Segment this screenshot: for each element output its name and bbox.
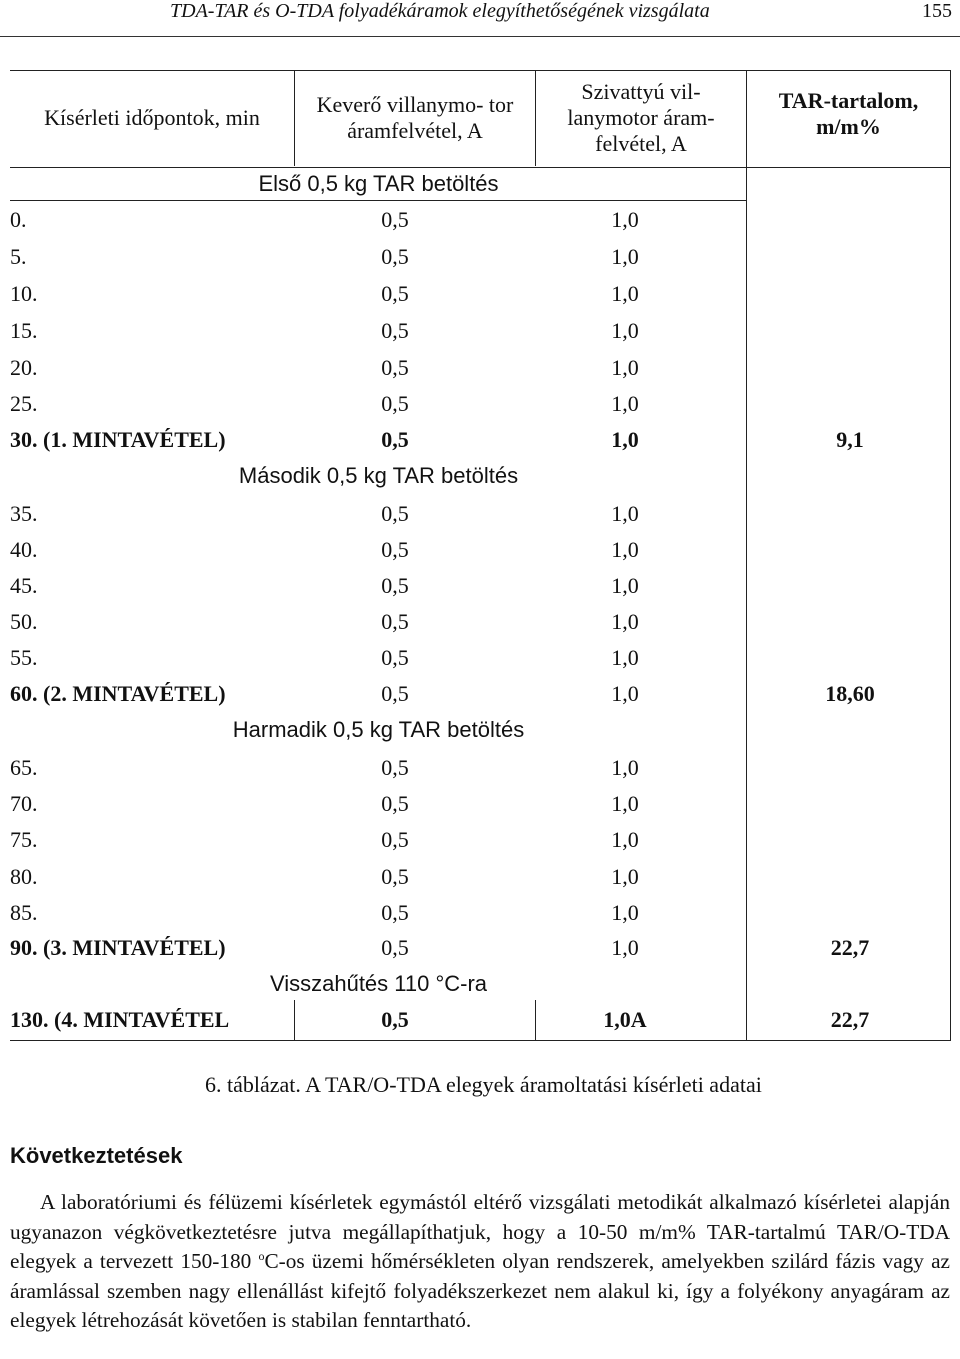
section-label: Első 0,5 kg TAR betöltés [258,171,499,196]
table-row: 0. 0,5 1,0 [10,207,639,232]
section-label: Harmadik 0,5 kg TAR betöltés [232,717,525,742]
table-row: 70. 0,5 1,0 [10,791,639,816]
table-row-sampling: 60. (2. MINTAVÉTEL) 0,5 1,0 18,60 [10,681,875,706]
body-paragraph: A laboratóriumi és félüzemi kísérletek egymástól eltérő vizsgálati metodikát alkalmazó kísérletei alapján ugyanazon végkövetkeztetésre jutva megállapíthatjuk, hogy a 10-50 m/m% TAR-tartalmú TAR/O-TDA elegyek a tervezett 150-180 $^o$C-os üzemi hőmérsékleten olyan rendszerek, amelyekben szilárd fázis vagy az áramlással szemben nagy ellenállást kifejtő folyadékszerkezet nem alakul ki, így a folyékony anyagáram az elegyek létrehozását követően is stabilan fenntartható. [10,1190,950,1332]
table-row: 75. 0,5 1,0 [10,827,639,852]
running-title: TDA-TAR és O-TDA folyadékáramok elegyíthetőségének vizsgálata [170,0,710,22]
table-row: 5. 0,5 1,0 [10,244,639,269]
table-row: 15. 0,5 1,0 [10,318,639,343]
data-table [10,70,950,1040]
column-header-time: Kísérleti időpontok, min [44,105,260,130]
table-row: 65. 0,5 1,0 [10,755,639,780]
table-row: 50. 0,5 1,0 [10,609,639,634]
table-row: 20. 0,5 1,0 [10,355,639,380]
column-header-mixer: Keverő villanymo- tor áramfelvétel, A [316,92,514,143]
table-row: 55. 0,5 1,0 [10,645,639,670]
section-heading: Következtetések [10,1143,183,1168]
table-row-sampling: 30. (1. MINTAVÉTEL) 0,5 1,0 9,1 [10,427,864,452]
section-label: Visszahűtés 110 °C-ra [269,971,488,996]
table-caption: 6. táblázat. A TAR/O-TDA elegyek áramoltatási kísérleti adatai [205,1072,762,1097]
divider [746,1040,951,1041]
table-row-sampling: 130. (4. MINTAVÉTEL 0,5 1,0A 22,7 [10,1007,870,1032]
divider [950,70,951,1040]
table-row: 80. 0,5 1,0 [10,864,639,889]
page-number: 155 [922,0,952,22]
section-label: Második 0,5 kg TAR betöltés [238,463,519,488]
page-header [0,0,960,37]
table-row: 25. 0,5 1,0 [10,391,639,416]
column-header-pump: Szivattyú vil- lanymotor áram- felvétel, A [567,79,715,156]
table-row: 35. 0,5 1,0 [10,501,639,526]
table-row: 45. 0,5 1,0 [10,573,639,598]
table-row-sampling: 90. (3. MINTAVÉTEL) 0,5 1,0 22,7 [10,935,870,960]
divider [10,1040,747,1041]
column-header-tar: TAR-tartalom, m/m% [778,88,919,139]
table-row: 85. 0,5 1,0 [10,900,639,925]
table-row: 40. 0,5 1,0 [10,537,639,562]
table-row: 10. 0,5 1,0 [10,281,639,306]
